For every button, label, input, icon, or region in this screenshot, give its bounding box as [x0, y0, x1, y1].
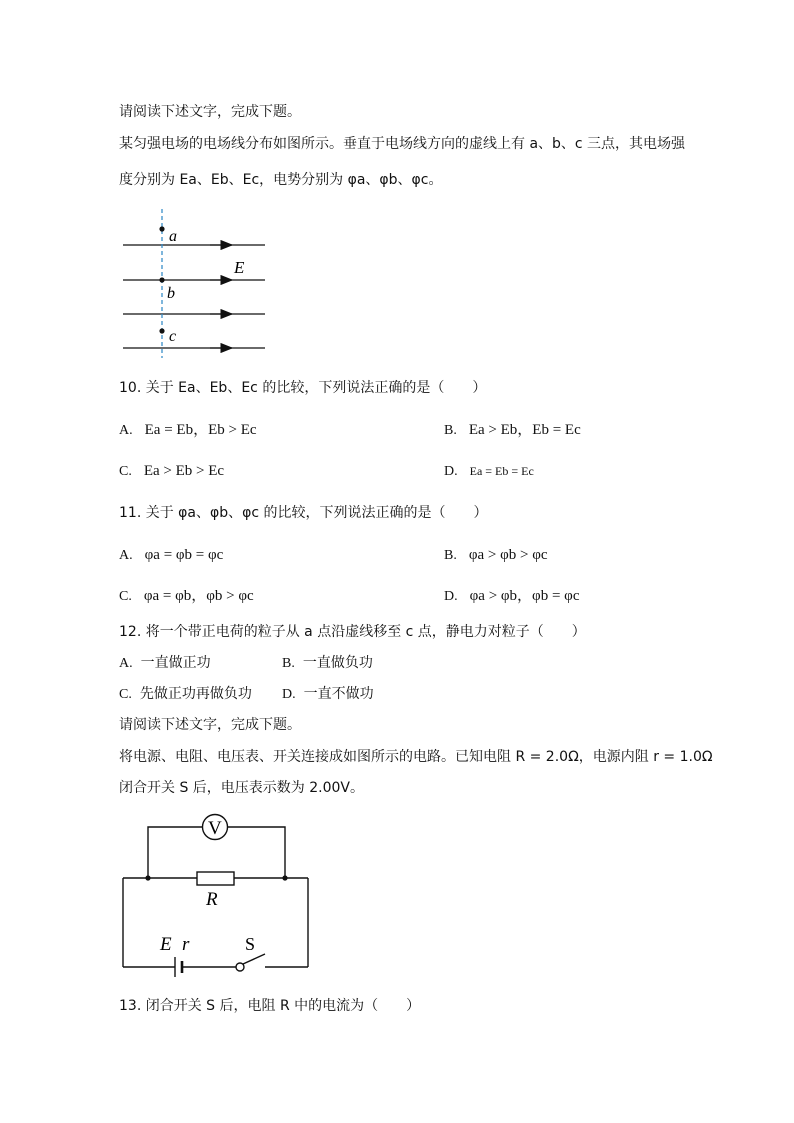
- intro-text-2: 请阅读下述文字，完成下题。: [119, 717, 301, 733]
- q11-stem: 11. 关于 φa、φb、φc 的比较，下列说法正确的是（ ）: [119, 505, 488, 521]
- q11-option-b-label: B.: [444, 548, 457, 563]
- voltmeter-branch-wire-right: [228, 827, 285, 878]
- q10-option-d-label: D.: [444, 464, 458, 479]
- q12-option-a-label: A.: [119, 656, 133, 671]
- q11-option-d-label: D.: [444, 589, 458, 604]
- q11-option-a-text: φa = φb = φc: [144, 547, 224, 563]
- passage-2-line-1: 将电源、电阻、电压表、开关连接成如图所示的电路。已知电阻 R = 2.0Ω，电源内阻 r = 1.0Ω: [119, 749, 713, 765]
- q10-option-d-text: Ea = Eb = Ec: [469, 464, 534, 478]
- q10-option-c[interactable]: [119, 461, 224, 482]
- q12-option-d-text: 一直不做功: [303, 686, 374, 702]
- switch-label: S: [245, 934, 256, 954]
- resistor-label: R: [206, 889, 218, 910]
- q12-option-a[interactable]: [119, 653, 211, 674]
- point-a-label: a: [169, 228, 177, 245]
- point-b-dot: [159, 277, 164, 282]
- point-b-label: b: [167, 285, 175, 302]
- q12-option-c-text: 先做正功再做负功: [139, 686, 252, 702]
- q11-option-c[interactable]: [119, 586, 254, 607]
- q11-option-c-text: φa = φb，φb > φc: [143, 588, 254, 604]
- q12-option-b-label: B.: [282, 656, 295, 671]
- q12-option-b-text: 一直做负功: [302, 655, 373, 671]
- passage-2-line-2: 闭合开关 S 后，电压表示数为 2.00V。: [119, 780, 364, 796]
- q10-option-b[interactable]: [444, 420, 581, 441]
- q10-option-a[interactable]: [119, 420, 257, 441]
- q10-stem: 10. 关于 Ea、Eb、Ec 的比较，下列说法正确的是（ ）: [119, 380, 487, 396]
- q12-option-c[interactable]: [119, 684, 252, 705]
- voltmeter-branch-wire: [148, 827, 202, 878]
- voltmeter-label: V: [208, 818, 222, 839]
- electric-field-figure: [110, 205, 280, 365]
- q11-option-d-text: φa > φb，φb = φc: [469, 588, 580, 604]
- q10-option-b-text: Ea > Eb，Eb = Ec: [468, 422, 581, 438]
- junction-left: [145, 875, 150, 880]
- intro-text-1: 请阅读下述文字，完成下题。: [119, 104, 301, 120]
- internal-resistance-label: r: [182, 934, 190, 955]
- q11-option-b-text: φa > φb > φc: [468, 547, 548, 563]
- q10-option-c-text: Ea > Eb > Ec: [143, 463, 225, 479]
- q11-option-a[interactable]: [119, 545, 223, 566]
- circuit-figure: [115, 810, 320, 980]
- q12-option-a-text: 一直做正功: [140, 655, 211, 671]
- q10-option-d[interactable]: [444, 461, 534, 482]
- q12-option-b[interactable]: [282, 653, 373, 674]
- q12-stem: 12. 将一个带正电荷的粒子从 a 点沿虚线移至 c 点，静电力对粒子（ ）: [119, 624, 586, 640]
- junction-right: [282, 875, 287, 880]
- q10-option-a-text: Ea = Eb，Eb > Ec: [144, 422, 257, 438]
- passage-1-line-2: 度分别为 Ea、Eb、Ec，电势分别为 φa、φb、φc。: [119, 172, 443, 188]
- q12-option-d[interactable]: [282, 684, 374, 705]
- emf-label: E: [160, 934, 172, 955]
- field-label-E: E: [234, 258, 245, 277]
- q11-option-c-label: C.: [119, 589, 132, 604]
- q10-option-c-label: C.: [119, 464, 132, 479]
- point-a-dot: [159, 226, 164, 231]
- q11-option-d[interactable]: [444, 586, 580, 607]
- point-c-label: c: [169, 328, 177, 345]
- switch-pivot: [236, 963, 244, 971]
- switch-blade: [243, 954, 265, 964]
- q12-option-d-label: D.: [282, 687, 296, 702]
- passage-1-line-1: 某匀强电场的电场线分布如图所示。垂直于电场线方向的虚线上有 a、b、c 三点，其电场强: [119, 136, 686, 152]
- point-c-dot: [159, 328, 164, 333]
- q11-option-b[interactable]: [444, 545, 548, 566]
- q10-option-b-label: B.: [444, 423, 457, 438]
- q11-option-a-label: A.: [119, 548, 133, 563]
- resistor-symbol: [197, 872, 234, 885]
- q10-option-a-label: A.: [119, 423, 133, 438]
- q12-option-c-label: C.: [119, 687, 132, 702]
- q13-stem: 13. 闭合开关 S 后，电阻 R 中的电流为（ ）: [119, 998, 421, 1014]
